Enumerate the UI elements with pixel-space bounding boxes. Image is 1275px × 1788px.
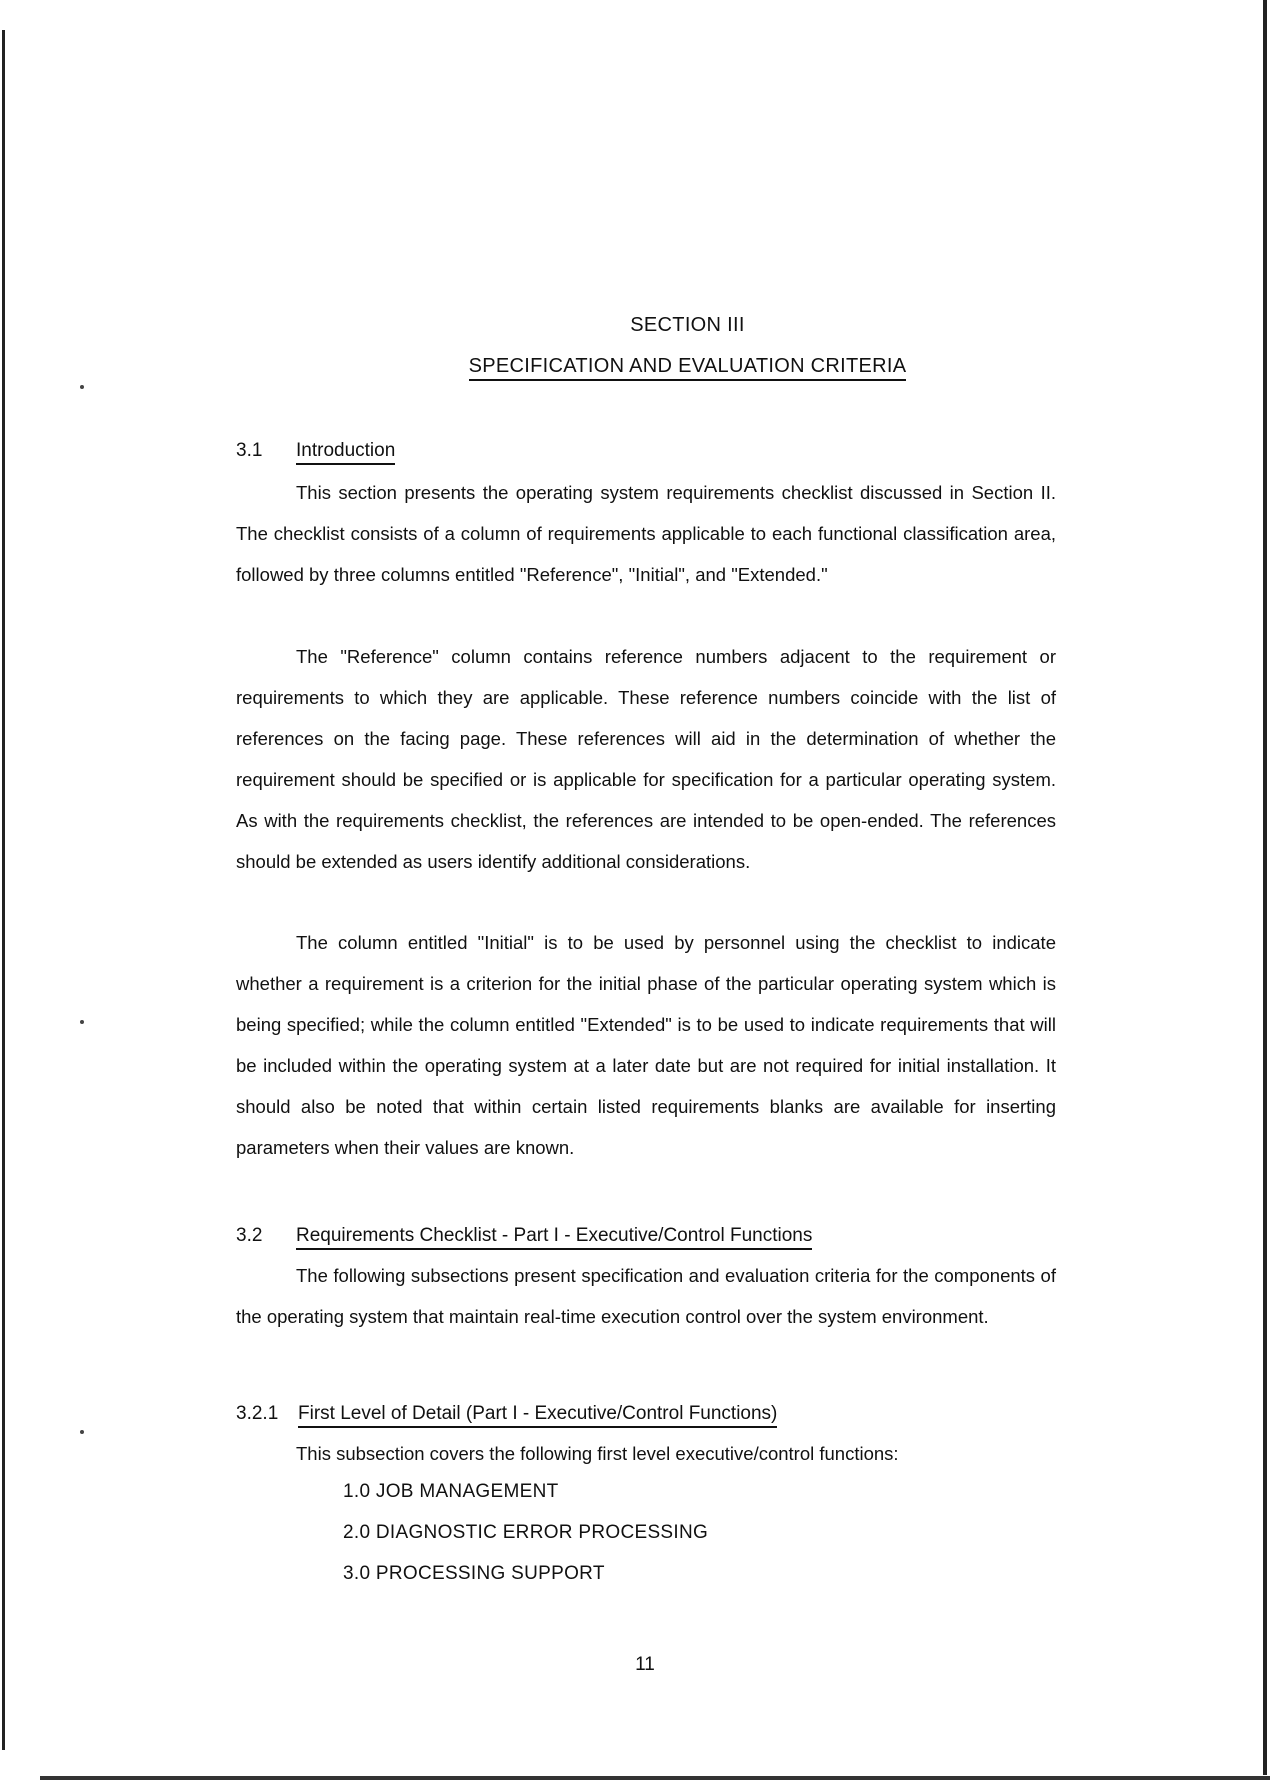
s3-1-number: 3.1 — [236, 440, 263, 461]
s3-2-number: 3.2 — [236, 1225, 263, 1246]
scan-speck — [80, 1020, 84, 1024]
list-item: 2.0 DIAGNOSTIC ERROR PROCESSING — [343, 1522, 709, 1543]
scan-bottom-edge — [40, 1776, 1270, 1780]
scan-speck — [80, 385, 84, 389]
list-item: 1.0 JOB MANAGEMENT — [343, 1481, 559, 1502]
s3-2-1-title — [298, 1403, 777, 1425]
scan-left-edge — [2, 30, 5, 1750]
scan-speck — [80, 1430, 84, 1434]
s3-1-paragraph-3: The column entitled "Initial" is to be used by personnel using the checklist to indicate whether a requirement is a criterion for the initial phase of the particular operating system which is being specified; while the column entitled "Extended" is to be used to indicate requirements that will be included within the operating system at a later date but are not required for initial installation. It should also be noted that within certain listed requirements blanks are available for inserting parameters when their values are known. — [236, 932, 1056, 1158]
s3-1-paragraph-2: The "Reference" column contains reference numbers adjacent to the requirement or requirements to which they are applicable. These reference numbers coincide with the list of references on the facing page. These references will aid in the determination of whether the requirement should be specified or is applicable for specification for a particular operating system. As with the requirements checklist, the references are intended to be open-ended. The references should be extended as users identify additional considerations. — [236, 646, 1056, 872]
section-label: SECTION III — [630, 314, 745, 336]
section-title-text: SPECIFICATION AND EVALUATION CRITERIA — [469, 355, 907, 381]
list-item: 3.0 PROCESSING SUPPORT — [343, 1563, 605, 1584]
s3-2-1-intro: This subsection covers the following first level executive/control functions: — [296, 1443, 899, 1464]
s3-1-title — [296, 440, 395, 462]
s3-1-title-text: Introduction — [296, 440, 395, 465]
s3-2-1-title-text: First Level of Detail (Part I - Executive/Control Functions) — [298, 1403, 777, 1428]
s3-1-paragraph-1: This section presents the operating system requirements checklist discussed in Section II. The checklist consists of a column of requirements applicable to each functional classification area, followed by three columns entitled "Reference", "Initial", and "Extended." — [236, 482, 1056, 585]
s3-2-1-number: 3.2.1 — [236, 1403, 279, 1424]
scan-right-edge — [1263, 0, 1267, 1775]
s3-2-paragraph: The following subsections present specification and evaluation criteria for the components of the operating system that maintain real-time execution control over the system environment. — [236, 1265, 1056, 1327]
s3-2-title-text: Requirements Checklist - Part I - Executive/Control Functions — [296, 1225, 812, 1250]
s3-2-title — [296, 1225, 812, 1247]
page-number: 11 — [635, 1654, 655, 1675]
section-title — [0, 355, 1275, 378]
